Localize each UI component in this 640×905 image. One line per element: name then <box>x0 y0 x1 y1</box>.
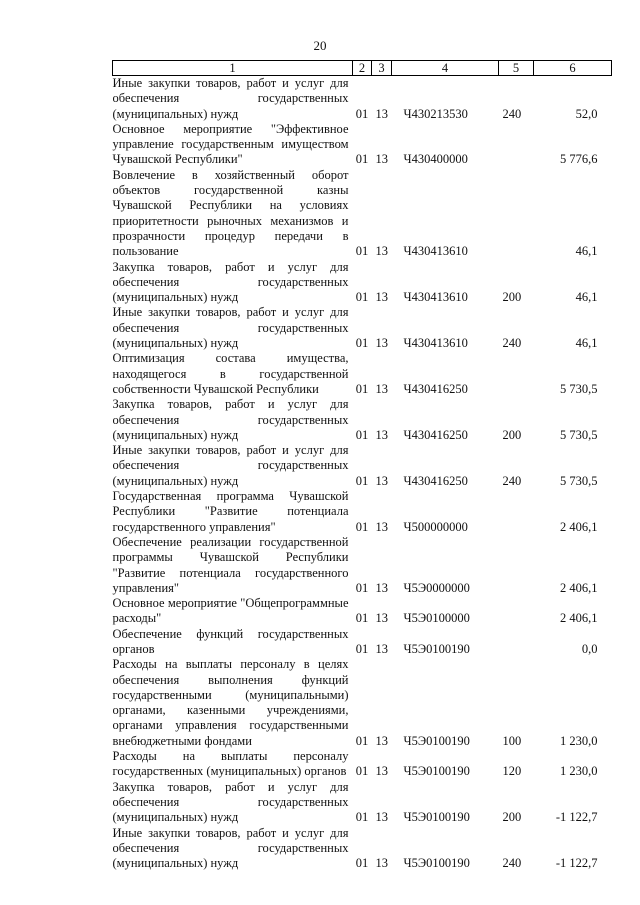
row-vr-code <box>499 351 534 397</box>
table-row <box>113 657 612 749</box>
table-row <box>113 168 612 260</box>
row-razdel: 01 <box>355 641 369 656</box>
row-vr-code: 100 <box>502 733 522 748</box>
row-csr-code: Ч5Э0100190 <box>403 856 470 871</box>
row-razdel: 01 <box>355 611 369 626</box>
row-vr-code <box>499 535 534 596</box>
row-name: Обеспечение реализации государственной программы Чувашской Республики "Развитие потенциала государственного управления" <box>112 534 349 595</box>
row-podrazdel: 13 <box>375 473 388 488</box>
row-sum: 46,1 <box>575 336 598 351</box>
table-row <box>113 826 612 872</box>
table-row <box>113 489 612 535</box>
row-name: Вовлечение в хозяйственный оборот объектов государственной казны Чувашской Республики на условиях приоритетности рыночных механизмов и прозрачности процедур передачи в пользование <box>112 167 349 259</box>
header-col-vr: 5 <box>499 61 534 76</box>
row-name: Основное мероприятие "Общепрограммные расходы" <box>112 596 349 626</box>
table-body <box>113 76 612 872</box>
row-name: Закупка товаров, работ и услуг для обеспечения государственных (муниципальных) нужд <box>112 779 349 825</box>
row-razdel: 01 <box>355 733 369 748</box>
row-razdel: 01 <box>355 580 369 595</box>
row-podrazdel: 13 <box>375 336 388 351</box>
row-sum: 0,0 <box>581 641 598 656</box>
header-col-csr: 4 <box>392 61 499 76</box>
row-vr-code: 120 <box>502 764 522 779</box>
row-vr-code: 240 <box>502 106 522 121</box>
row-csr-code: Ч5Э0100190 <box>403 641 470 656</box>
table-row <box>113 260 612 306</box>
row-podrazdel: 13 <box>375 244 388 259</box>
budget-table <box>112 60 612 871</box>
row-sum: 5 730,5 <box>560 427 598 442</box>
row-name: Иные закупки товаров, работ и услуг для обеспечения государственных (муниципальных) нужд <box>112 305 349 351</box>
row-name: Государственная программа Чувашской Республики "Развитие потенциала государственного управления" <box>112 489 349 534</box>
table-row <box>113 780 612 826</box>
table-row <box>113 305 612 351</box>
row-name: Иные закупки товаров, работ и услуг для обеспечения государственных (муниципальных) нужд <box>112 443 349 488</box>
row-vr-code: 240 <box>502 856 522 871</box>
table-row <box>113 749 612 780</box>
row-podrazdel: 13 <box>375 733 388 748</box>
row-sum: 5 730,5 <box>560 381 598 396</box>
table-row <box>113 351 612 397</box>
header-col-sum: 6 <box>534 61 612 76</box>
row-razdel: 01 <box>355 106 369 121</box>
row-razdel: 01 <box>355 519 369 534</box>
row-csr-code: Ч430213530 <box>403 106 468 121</box>
row-name: Оптимизация состава имущества, находящегося в государственной собственности Чувашской Республики <box>112 351 349 396</box>
row-sum: 2 406,1 <box>560 580 598 595</box>
row-podrazdel: 13 <box>375 764 388 779</box>
row-vr-code: 200 <box>502 290 522 305</box>
row-razdel: 01 <box>355 473 369 488</box>
row-vr-code <box>499 627 534 658</box>
row-sum: 46,1 <box>575 290 598 305</box>
row-vr-code <box>499 168 534 260</box>
row-razdel: 01 <box>355 427 369 442</box>
row-sum: 2 406,1 <box>560 611 598 626</box>
table-row <box>113 596 612 627</box>
row-vr-code <box>499 122 534 168</box>
row-csr-code: Ч430400000 <box>403 152 468 167</box>
row-vr-code: 240 <box>502 336 522 351</box>
row-razdel: 01 <box>355 856 369 871</box>
table-row <box>113 122 612 168</box>
header-row <box>113 61 612 76</box>
row-csr-code: Ч430416250 <box>403 473 468 488</box>
row-name: Основное мероприятие "Эффективное управление государственным имуществом Чувашской Республики" <box>112 121 349 167</box>
row-csr-code: Ч430413610 <box>403 336 468 351</box>
row-csr-code: Ч430416250 <box>403 381 468 396</box>
row-sum: 46,1 <box>575 244 598 259</box>
header-col-razdel: 2 <box>353 61 372 76</box>
row-podrazdel: 13 <box>375 810 388 825</box>
row-name: Расходы на выплаты персоналу государственных (муниципальных) органов <box>112 749 349 779</box>
row-csr-code: Ч430413610 <box>403 244 468 259</box>
table-row <box>113 397 612 443</box>
row-sum: -1 122,7 <box>555 810 598 825</box>
row-vr-code <box>499 596 534 627</box>
row-razdel: 01 <box>355 764 369 779</box>
header-col-podrazdel: 3 <box>372 61 392 76</box>
row-razdel: 01 <box>355 152 369 167</box>
row-podrazdel: 13 <box>375 106 388 121</box>
table-row <box>113 535 612 596</box>
row-name: Иные закупки товаров, работ и услуг для обеспечения государственных (муниципальных) нужд <box>112 76 349 121</box>
row-podrazdel: 13 <box>375 381 388 396</box>
page-number: 20 <box>313 38 327 53</box>
table-row <box>113 76 612 122</box>
table-header <box>113 61 612 76</box>
row-sum: 52,0 <box>575 106 598 121</box>
row-csr-code: Ч430416250 <box>403 427 468 442</box>
table-row <box>113 443 612 489</box>
row-csr-code: Ч5Э0000000 <box>403 580 470 595</box>
row-razdel: 01 <box>355 244 369 259</box>
row-name: Закупка товаров, работ и услуг для обеспечения государственных (муниципальных) нужд <box>112 397 349 442</box>
row-razdel: 01 <box>355 810 369 825</box>
row-razdel: 01 <box>355 290 369 305</box>
row-csr-code: Ч5Э0100190 <box>403 810 470 825</box>
row-podrazdel: 13 <box>375 611 388 626</box>
row-podrazdel: 13 <box>375 427 388 442</box>
row-vr-code <box>499 489 534 535</box>
row-csr-code: Ч5Э0100190 <box>403 733 470 748</box>
row-csr-code: Ч5Э0100190 <box>403 764 470 779</box>
row-podrazdel: 13 <box>375 856 388 871</box>
row-sum: 1 230,0 <box>560 764 598 779</box>
row-podrazdel: 13 <box>375 580 388 595</box>
row-podrazdel: 13 <box>375 641 388 656</box>
row-sum: 1 230,0 <box>560 733 598 748</box>
row-name: Расходы на выплаты персоналу в целях обеспечения выполнения функций государственными (муниципальными) органами, казенными учреждениями, органами управления государственными внебюджетными фондами <box>112 657 349 748</box>
row-podrazdel: 13 <box>375 152 388 167</box>
row-csr-code: Ч430413610 <box>403 290 468 305</box>
row-sum: 2 406,1 <box>560 519 598 534</box>
row-razdel: 01 <box>355 381 369 396</box>
row-sum: -1 122,7 <box>555 856 598 871</box>
row-csr-code: Ч5Э0100000 <box>403 611 470 626</box>
row-podrazdel: 13 <box>375 290 388 305</box>
row-sum: 5 776,6 <box>560 152 598 167</box>
row-name: Закупка товаров, работ и услуг для обеспечения государственных (муниципальных) нужд <box>112 259 349 305</box>
row-name: Обеспечение функций государственных органов <box>112 626 349 656</box>
row-vr-code: 200 <box>502 810 522 825</box>
row-name: Иные закупки товаров, работ и услуг для обеспечения государственных (муниципальных) нужд <box>112 825 349 871</box>
row-razdel: 01 <box>355 336 369 351</box>
row-vr-code: 240 <box>502 473 522 488</box>
row-podrazdel: 13 <box>375 519 388 534</box>
row-vr-code: 200 <box>502 427 522 442</box>
header-col-name: 1 <box>113 61 353 76</box>
row-sum: 5 730,5 <box>560 473 598 488</box>
table-row <box>113 627 612 658</box>
row-csr-code: Ч500000000 <box>403 519 468 534</box>
